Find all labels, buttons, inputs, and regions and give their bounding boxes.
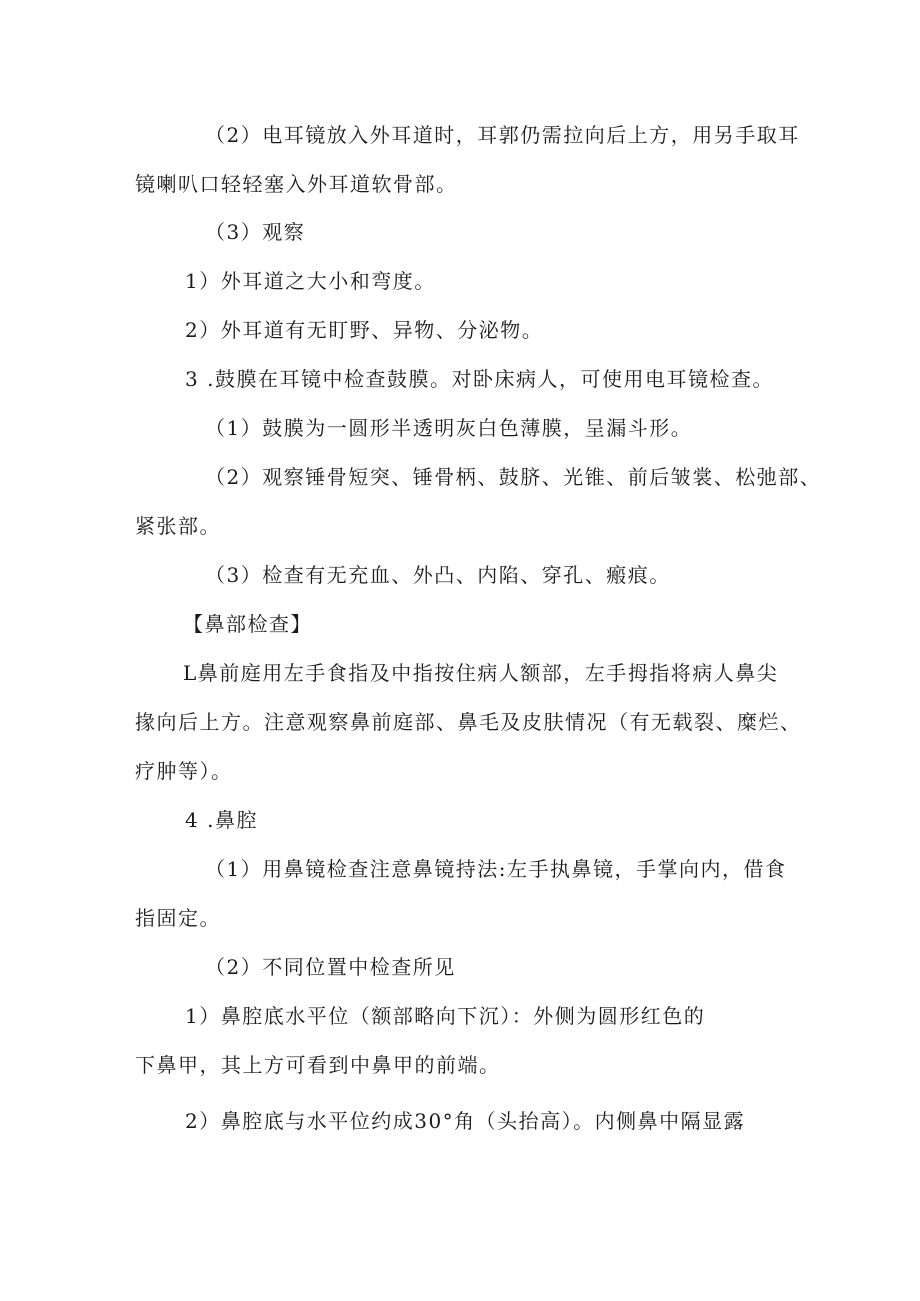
text-line: （3）观察 <box>205 220 306 244</box>
text-line: （2）观察锤骨短突、锤骨柄、鼓脐、光锥、前后皱裳、松弛部、 <box>205 465 822 489</box>
text-line: 2）外耳道有无盯野、异物、分泌物。 <box>185 318 544 342</box>
text-line: 1）外耳道之大小和弯度。 <box>185 269 436 293</box>
text-line: 3 .鼓膜在耳镜中检查鼓膜。对卧床病人，可使用电耳镜检查。 <box>185 367 774 391</box>
text-line: 指固定。 <box>135 906 221 930</box>
text-line: 4 .鼻腔 <box>185 808 258 832</box>
text-line: L鼻前庭用左手食指及中指按住病人额部，左手拇指将病人鼻尖 <box>183 661 779 685</box>
text-line: 1）鼻腔底水平位（额部略向下沉）：外侧为圆形红色的 <box>185 1004 706 1028</box>
text-line: 下鼻甲，其上方可看到中鼻甲的前端。 <box>135 1053 501 1077</box>
text-line: 紧张部。 <box>135 514 221 538</box>
text-line: （2）不同位置中检查所见 <box>205 955 456 979</box>
text-line: 疗肿等）。 <box>135 759 233 783</box>
section-heading: 【鼻部检查】 <box>183 612 312 636</box>
text-line: （2）电耳镜放入外耳道时，耳郭仍需拉向后上方，用另手取耳 <box>205 123 800 147</box>
text-line: （1）用鼻镜检查注意鼻镜持法:左手执鼻镜，手掌向内，借食 <box>205 857 787 881</box>
text-line: （3）检查有无充血、外凸、内陷、穿孔、瘢痕。 <box>205 563 671 587</box>
text-line: 2）鼻腔底与水平位约成30°角（头抬高）。内侧鼻中隔显露 <box>185 1109 746 1133</box>
text-line: （1）鼓膜为一圆形半透明灰白色薄膜，呈漏斗形。 <box>205 416 693 440</box>
text-line: 掾向后上方。注意观察鼻前庭部、鼻毛及皮肤情况（有无载裂、糜烂、 <box>135 710 802 734</box>
text-line: 镜喇叭口轻轻塞入外耳道软骨部。 <box>135 172 458 196</box>
